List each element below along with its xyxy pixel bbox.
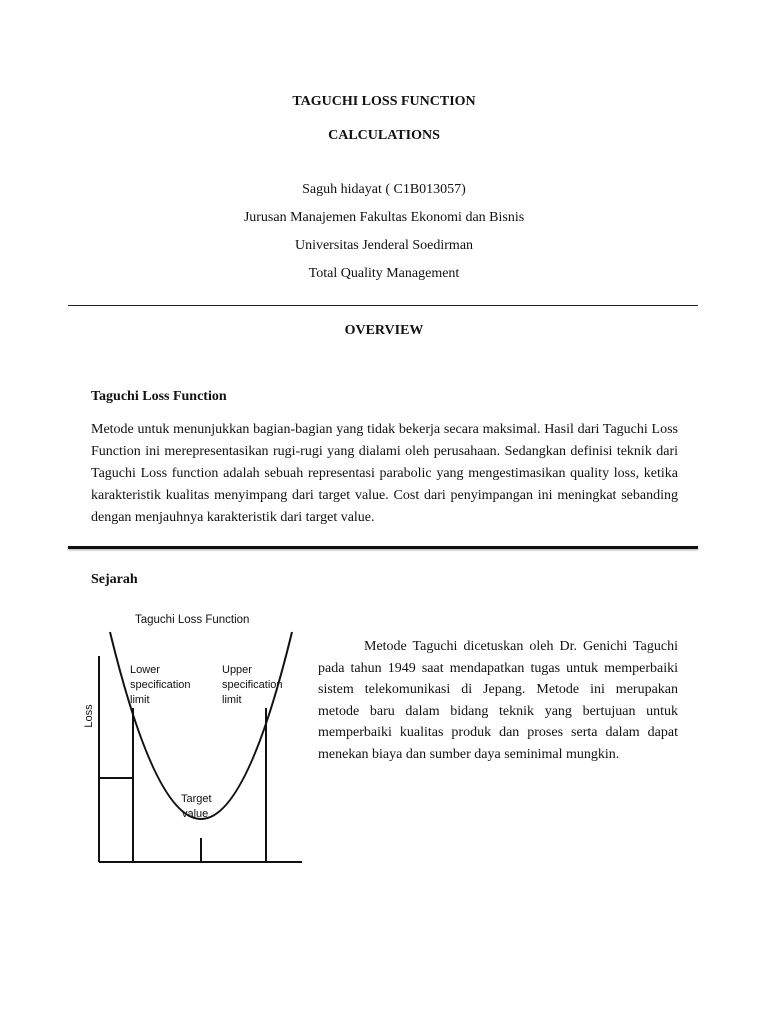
section-paragraph-sejarah: Metode Taguchi dicetuskan oleh Dr. Genichi Taguchi pada tahun 1949 saat mendapatkan tugas untuk memperbaiki sistem telekomunikasi di Jepang. Metode ini merupakan metode baru dalam bidang teknik yang bertujuan untuk memperbaiki kualitas produk dan proses serta dalam dapat menekan biaya dan sumber daya seminimal mungkin. xyxy=(318,639,678,762)
lower-limit-label-3: limit xyxy=(130,694,150,706)
section-heading-sejarah: Sejarah xyxy=(91,572,138,587)
target-label-1: Target xyxy=(181,793,212,805)
lower-limit-label-1: Lower xyxy=(130,664,160,676)
upper-limit-label-1: Upper xyxy=(222,664,252,676)
university-line: Universitas Jenderal Soedirman xyxy=(294,238,474,253)
section-divider xyxy=(68,546,698,549)
department-line: Jurusan Manajemen Fakultas Ekonomi dan Bisnis xyxy=(243,210,525,225)
lower-limit-label-2: specification xyxy=(130,679,191,691)
taguchi-loss-diagram xyxy=(78,606,306,864)
section-heading-taguchi: Taguchi Loss Function xyxy=(91,389,227,404)
loss-curve xyxy=(110,632,292,819)
doc-title-line2: CALCULATIONS xyxy=(328,128,440,143)
upper-limit-label-3: limit xyxy=(222,694,242,706)
doc-title-line1: TAGUCHI LOSS FUNCTION xyxy=(292,94,476,109)
section-paragraph-taguchi: Metode untuk menunjukkan bagian-bagian yang tidak bekerja secara maksimal. Hasil dari Taguchi Loss Function ini merepresentasikan rugi-rugi yang dialami oleh perusahaan. Sedangkan definisi teknik dari Taguchi Loss function adalah sebuah representasi parabolic yang mengestimasikan quality loss, ketika karakteristik kualitas menyimpang dari target value. Cost dari penyimpangan ini meningkat sebanding dengan menjauhnya karakteristik dari target value. xyxy=(91,422,678,525)
figure-title: Taguchi Loss Function xyxy=(135,614,250,626)
author-line: Saguh hidayat ( C1B013057) xyxy=(302,182,466,197)
overview-heading: OVERVIEW xyxy=(344,323,424,338)
y-axis-label: Loss xyxy=(83,704,95,728)
target-label-2: value xyxy=(182,808,209,820)
course-line: Total Quality Management xyxy=(308,266,460,281)
header-divider xyxy=(68,305,698,306)
taguchi-loss-figure xyxy=(78,606,306,864)
upper-limit-label-2: specification xyxy=(222,679,283,691)
